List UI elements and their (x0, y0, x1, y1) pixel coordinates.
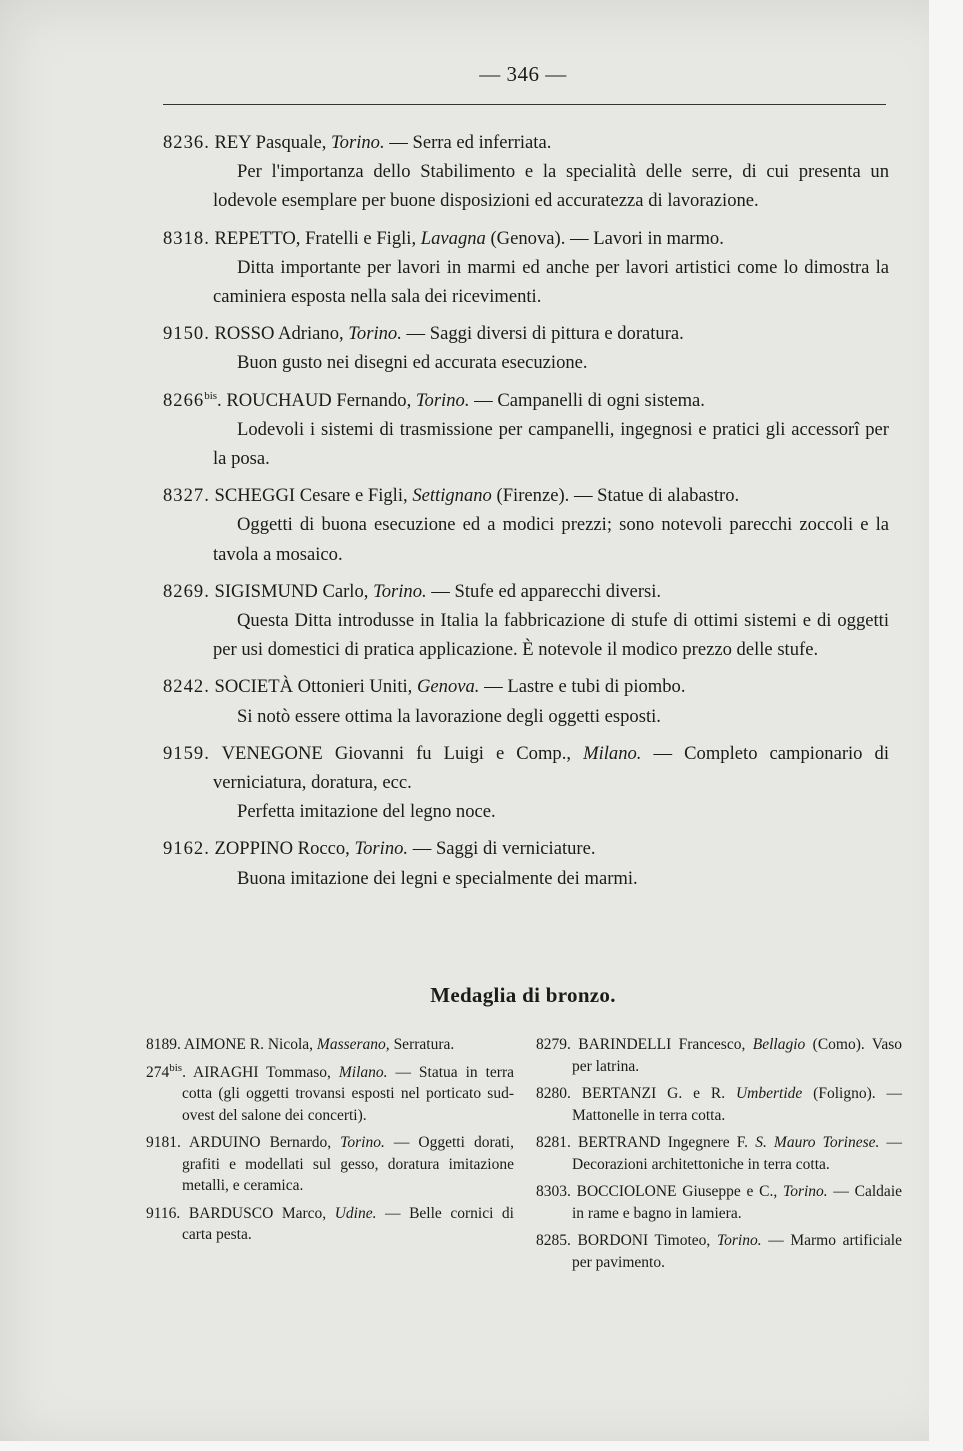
exhibit-subject: — Marmo artificiale per pavimento. (572, 1232, 902, 1271)
section-heading-bronze: Medaglia di bronzo. (430, 983, 616, 1007)
exhibitor-entry (163, 319, 889, 377)
entry-description-wrap (213, 415, 889, 473)
entry-description: Buona imitazione dei legni e specialmente dei marmi. (237, 867, 638, 889)
exhibitor-name: BERTRAND Ingegnere F. (570, 1134, 749, 1151)
exhibit-subject: Serratura. (389, 1036, 455, 1053)
exhibitor-city: Torino. (331, 132, 385, 153)
entry-number: 8279. (536, 1036, 571, 1053)
entry-heading (163, 386, 889, 415)
entry-description: Per l'importanza dello Stabilimento e la specialità delle serre, di cui presenta un lodevole esemplare per buone disposizioni ed accuratezza di lavorazione. (213, 161, 889, 212)
exhibit-subject: — Caldaie in rame e bagno in lamiera. (572, 1183, 902, 1222)
exhibit-subject: — Belle cornici di carta pesta. (182, 1204, 514, 1243)
entry-description-wrap (213, 510, 889, 568)
exhibitor-city: Lavagna (420, 227, 486, 249)
entry-description: Buon gusto nei disegni ed accurata esecuzione. (237, 352, 588, 374)
exhibitor-city: Milano. (338, 1063, 388, 1081)
exhibitor-name: . AIRAGHI Tommaso, (182, 1063, 331, 1081)
page-margin-bottom (0, 1441, 963, 1451)
entry-number: 9181. (146, 1134, 181, 1151)
exhibitor-name: SIGISMUND Carlo, (214, 580, 369, 602)
exhibit-subject: (Firenze). — Statue di alabastro. (491, 485, 740, 507)
entry-number: 8318. (163, 227, 210, 249)
exhibitor-name: REY Pasquale, (214, 132, 327, 153)
exhibitor-entry (163, 834, 889, 892)
exhibitor-city: Settignano (412, 485, 492, 507)
bronze-entry (146, 1132, 514, 1197)
exhibitor-city: Milano. (583, 742, 642, 764)
entry-number: 9150. (163, 323, 210, 345)
entry-number: 8269. (163, 580, 210, 602)
entry-description: Si notò essere ottima la lavorazione degli oggetti esposti. (237, 705, 661, 727)
exhibitor-city: S. Mauro Torinese. (755, 1134, 880, 1151)
entry-heading (163, 577, 889, 606)
exhibitor-name: ARDUINO Bernardo, (180, 1134, 332, 1151)
exhibitor-entry (163, 481, 889, 569)
entry-heading (163, 739, 889, 797)
entry-heading (163, 672, 889, 701)
entry-number: 8285. (536, 1232, 571, 1249)
bronze-entry (536, 1034, 902, 1077)
entry-description: Perfetta imitazione del legno noce. (237, 801, 496, 823)
exhibit-subject: — Statua in terra cotta (gli oggetti trovansi esposti nel porticato sud-ovest del salone dei concerti). (182, 1063, 514, 1124)
exhibitor-name: BARDUSCO Marco, (180, 1204, 327, 1222)
exhibitor-entry (163, 577, 889, 665)
entry-description-wrap (213, 797, 889, 826)
bronze-entry (146, 1203, 514, 1246)
right-column (536, 1034, 902, 1279)
entry-number: 9159. (163, 742, 210, 764)
exhibitor-city: Genova. (416, 676, 480, 698)
exhibitor-entry (163, 739, 889, 827)
main-entries (163, 128, 889, 901)
exhibitor-name: VENEGONE Giovanni fu Luigi e Comp., (221, 742, 572, 764)
exhibitor-city: Torino. (716, 1232, 762, 1249)
exhibitor-name: . ROUCHAUD Fernando, (217, 389, 412, 411)
exhibitor-city: Torino. (415, 389, 470, 411)
bronze-entry (536, 1083, 902, 1126)
exhibit-subject: — Saggi diversi di pittura e doratura. (401, 323, 684, 345)
exhibitor-city: Bellagio (752, 1036, 806, 1053)
bronze-entry (536, 1181, 902, 1224)
entry-description-wrap (213, 253, 889, 311)
exhibitor-entry (163, 224, 889, 312)
exhibitor-name: SCHEGGI Cesare e Figli, (214, 485, 408, 507)
exhibit-subject: — Campanelli di ogni sistema. (469, 389, 705, 411)
bronze-entry (536, 1132, 902, 1175)
entry-description-wrap (213, 157, 889, 215)
bronze-entry (146, 1062, 514, 1127)
exhibitor-city: Torino. (348, 323, 402, 345)
exhibitor-name: SOCIETÀ Ottonieri Uniti, (214, 676, 413, 698)
entry-heading (163, 128, 889, 157)
exhibitor-city: Masserano, (316, 1036, 390, 1053)
exhibitor-city: Torino. (783, 1183, 828, 1200)
exhibitor-city: Torino. (340, 1134, 385, 1151)
bronze-entry (146, 1034, 514, 1056)
exhibitor-city: Umbertide (735, 1085, 803, 1102)
exhibitor-name: AIMONE R. Nicola, (180, 1036, 314, 1053)
entry-number-suffix: bis (169, 1061, 183, 1074)
header-rule (163, 104, 886, 105)
entry-description: Ditta importante per lavori in marmi ed anche per lavori artistici come lo dimostra la caminiera esposta nella sala dei ricevimenti. (213, 256, 889, 308)
exhibitor-name: REPETTO, Fratelli e Figli, (214, 227, 417, 249)
exhibitor-entry (163, 128, 889, 216)
exhibitor-name: BARINDELLI Francesco, (570, 1036, 746, 1053)
entry-description-wrap (213, 864, 889, 893)
exhibitor-city: Torino. (354, 838, 409, 860)
page-number: — 346 — (479, 62, 567, 86)
entry-heading (163, 319, 889, 348)
entry-number: 8266 (163, 389, 205, 411)
entry-description-wrap (213, 702, 889, 731)
entry-description: Lodevoli i sistemi di trasmissione per campanelli, ingegnosi e pratici gli accessorî per la posa. (213, 418, 889, 470)
entry-number: 8327. (163, 485, 210, 507)
bronze-entry (536, 1230, 902, 1273)
entry-number: 8303. (536, 1183, 571, 1200)
entry-description: Questa Ditta introdusse in Italia la fabbricazione di stufe di ottimi sistemi e di oggetti per usi domestici di pratica applicazione. È notevole il modico prezzo delle stufe. (213, 610, 889, 661)
entry-number: 9162. (163, 838, 210, 860)
exhibit-subject: — Oggetti dorati, grafiti e modellati sul gesso, doratura imitazione metalli, e ceramica. (182, 1134, 514, 1194)
exhibitor-name: BERTANZI G. e R. (570, 1085, 726, 1102)
exhibit-subject: (Foligno). — Mattonelle in terra cotta. (572, 1085, 903, 1124)
exhibit-subject: (Como). Vaso per latrina. (572, 1036, 902, 1075)
entry-heading (163, 224, 889, 253)
entry-description: Oggetti di buona esecuzione ed a modici prezzi; sono notevoli parecchi zoccoli e la tavola a mosaico. (213, 514, 889, 565)
entry-number-suffix: bis (204, 389, 218, 402)
entry-number: 8236. (163, 132, 210, 153)
exhibitor-name: ZOPPINO Rocco, (214, 838, 350, 860)
exhibit-subject: (Genova). — Lavori in marmo. (485, 227, 724, 249)
exhibit-subject: — Stufe ed apparecchi diversi. (426, 580, 662, 602)
entry-number: 8281. (536, 1134, 571, 1151)
exhibit-subject: — Lastre e tubi di piombo. (479, 676, 686, 698)
entry-number: 8242. (163, 676, 210, 698)
exhibitor-name: BOCCIOLONE Giuseppe e C., (570, 1183, 778, 1200)
exhibit-subject: — Saggi di verniciature. (408, 838, 596, 860)
entry-number: 9116. (146, 1204, 181, 1222)
entry-heading (163, 481, 889, 510)
entry-number: 8189. (146, 1036, 181, 1053)
left-column (146, 1034, 514, 1252)
exhibitor-entry (163, 672, 889, 730)
exhibitor-entry (163, 386, 889, 474)
exhibitor-name: ROSSO Adriano, (214, 323, 344, 345)
exhibit-subject: — Completo campionario di verniciatura, doratura, ecc. (213, 742, 889, 794)
exhibitor-city: Torino. (373, 580, 427, 602)
entry-description-wrap (213, 348, 889, 377)
exhibit-subject: — Serra ed inferriata. (384, 132, 552, 153)
exhibit-subject: — Decorazioni architettoniche in terra cotta. (572, 1134, 902, 1173)
page-margin-right (929, 0, 963, 1451)
exhibitor-city: Udine. (334, 1204, 377, 1222)
exhibitor-name: BORDONI Timoteo, (570, 1232, 711, 1249)
entry-heading (163, 834, 889, 863)
entry-description-wrap (213, 606, 889, 664)
entry-number: 274 (146, 1063, 170, 1081)
entry-number: 8280. (536, 1085, 571, 1102)
